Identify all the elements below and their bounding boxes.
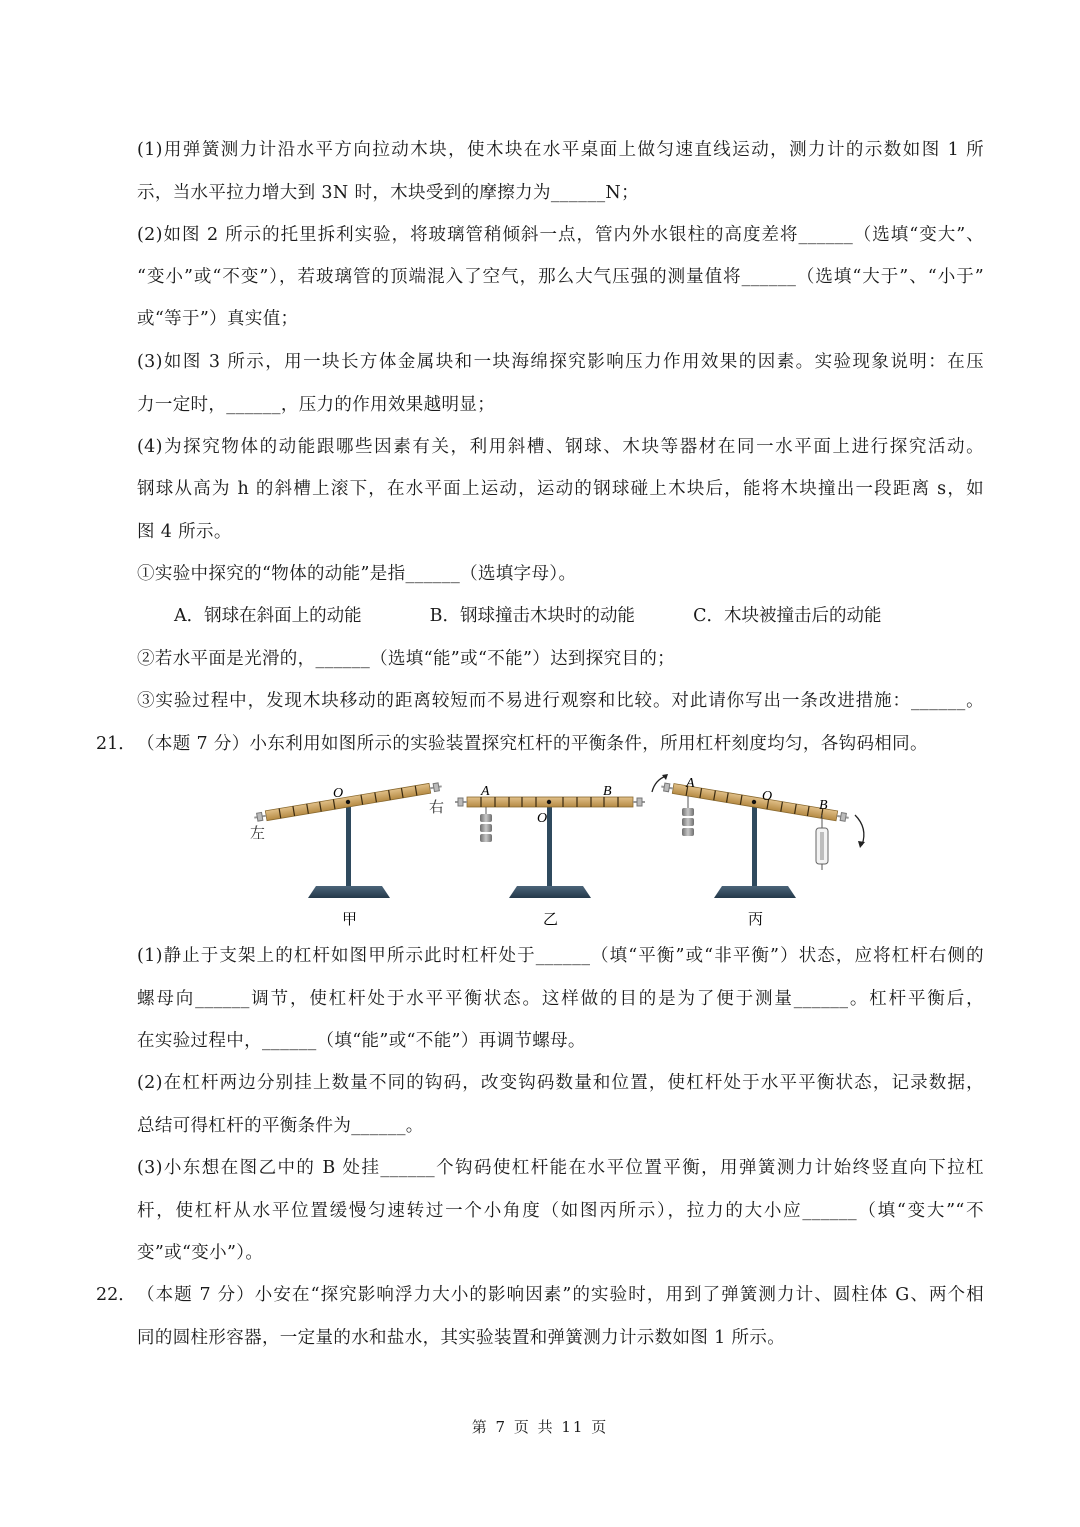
text-line: 同的圆柱形容器，一定量的水和盐水，其实验装置和弹簧测力计示数如图 1 所示。 — [137, 1328, 786, 1348]
stand-base — [509, 886, 591, 898]
question-text: （本题 7 分）小东利用如图所示的实验装置探究杠杆的平衡条件，所用杠杆刻度均匀，各钩码相同。 — [137, 734, 928, 754]
point-b-label: B — [819, 798, 828, 813]
lever-figure — [0, 770, 1080, 935]
text-line: 图 4 所示。 — [137, 522, 232, 542]
text-line: 杆，使杠杆从水平位置缓慢匀速转过一个小角度（如图丙所示），拉力的大小应______（填“变大”“不 — [137, 1201, 984, 1221]
pivot-label: O — [333, 786, 344, 801]
question-number: 21． — [96, 734, 136, 754]
text-line: (2)如图 2 所示的托里拆利实验，将玻璃管稍倾斜一点，管内外水银柱的高度差将______（选填“变大”、 — [137, 225, 984, 245]
page-footer: 第 7 页 共 11 页 — [471, 1418, 609, 1436]
text-line: (2)在杠杆两边分别挂上数量不同的钩码，改变钩码数量和位置，使杠杆处于水平平衡状态，记录数据， — [137, 1073, 984, 1093]
balance-nut-right — [840, 813, 846, 822]
text-line: 钢球从高为 h 的斜槽上滚下，在水平面上运动，运动的钢球碰上木块后，能将木块撞出一段距离 s，如 — [137, 479, 984, 499]
text-line: (3)如图 3 所示，用一块长方体金属块和一块海绵探究影响压力作用效果的因素。实验现象说明：在压 — [137, 352, 984, 372]
point-b-label: B — [603, 784, 612, 799]
stand-base — [308, 886, 390, 898]
text-line: 总结可得杠杆的平衡条件为______。 — [137, 1116, 424, 1136]
lever-setup-jia — [250, 781, 444, 928]
hook-weights — [682, 796, 694, 836]
text-line: ①实验中探究的“物体的动能”是指______（选填字母）。 — [137, 564, 577, 584]
figure-caption: 乙 — [543, 910, 559, 928]
text-line: “变小”或“不变”），若玻璃管的顶端混入了空气，那么大气压强的测量值将______（选填“大于”、“小于” — [137, 267, 984, 287]
right-label: 右 — [429, 798, 445, 816]
balance-nut-right — [433, 783, 439, 792]
text-line: (3)小东想在图乙中的 B 处挂______个钩码使杠杆能在水平位置平衡，用弹簧测力计始终竖直向下拉杠 — [137, 1158, 984, 1178]
balance-nut-left — [458, 798, 463, 806]
text-line: ②若水平面是光滑的，______（选填“能”或“不能”）达到探究目的； — [137, 649, 676, 669]
text-line: 力一定时，______，压力的作用效果越明显； — [137, 395, 496, 415]
balance-nut-left — [257, 812, 263, 821]
option-c: C．木块被撞击后的动能 — [693, 606, 882, 626]
rotation-arrow-right-icon — [855, 815, 864, 845]
pivot-label: O — [537, 811, 548, 826]
option-b: B．钢球撞击木块时的动能 — [429, 606, 635, 626]
question-text: （本题 7 分）小安在“探究影响浮力大小的影响因素”的实验时，用到了弹簧测力计、圆柱体 G、两个相 — [137, 1285, 984, 1305]
text-line: 变”或“变小”）。 — [137, 1243, 264, 1263]
figure-caption: 甲 — [342, 910, 358, 928]
lever-setup-bing — [652, 774, 865, 928]
stand-pole — [547, 803, 552, 889]
text-line: (1)用弹簧测力计沿水平方向拉动木块，使木块在水平桌面上做匀速直线运动，测力计的示数如图 1 所 — [137, 140, 984, 160]
question-number: 22． — [96, 1285, 136, 1305]
lever-setup-yi — [455, 784, 645, 928]
text-line: 示，当水平拉力增大到 3N 时，木块受到的摩擦力为______N； — [137, 183, 639, 203]
stand-base — [714, 886, 796, 898]
point-a-label: A — [481, 784, 490, 799]
text-line: (1)静止于支架上的杠杆如图甲所示此时杠杆处于______（填“平衡”或“非平衡”）状态，应将杠杆右侧的 — [137, 946, 984, 966]
figure-caption: 丙 — [748, 910, 764, 928]
left-label: 左 — [250, 824, 266, 842]
answer-options — [174, 604, 882, 628]
balance-nut-right — [637, 798, 642, 806]
text-line: 螺母向______调节，使杠杆处于水平平衡状态。这样做的目的是为了便于测量______。杠杆平衡后， — [137, 989, 984, 1009]
option-a: A．钢球在斜面上的动能 — [174, 606, 362, 626]
stand-pole — [752, 803, 757, 889]
stand-pole — [346, 803, 351, 889]
pivot — [547, 800, 551, 804]
hook-weights — [480, 807, 492, 842]
text-line: ③实验过程中，发现木块移动的距离较短而不易进行观察和比较。对此请你写出一条改进措施：______。 — [137, 691, 984, 711]
balance-nut-left — [664, 783, 670, 792]
text-line: 在实验过程中，______（填“能”或“不能”）再调节螺母。 — [137, 1031, 586, 1051]
text-line: 或“等于”）真实值； — [137, 309, 299, 329]
spring-scale — [816, 815, 828, 870]
pivot-label: O — [762, 789, 773, 804]
text-line: (4)为探究物体的动能跟哪些因素有关，利用斜槽、钢球、木块等器材在同一水平面上进行探究活动。 — [137, 437, 984, 457]
point-a-label: A — [686, 776, 695, 791]
